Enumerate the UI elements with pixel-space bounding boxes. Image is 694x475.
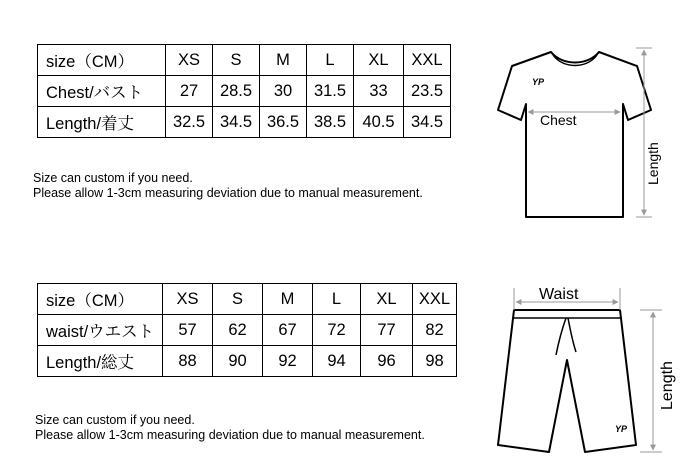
table-cell: 38.5 (307, 107, 354, 138)
header-cell: size（CM） (38, 45, 166, 76)
note-line: Size can custom if you need. (35, 413, 195, 427)
table-cell: 62 (213, 315, 263, 346)
note-line: Please allow 1-3cm measuring deviation due to manual measurement. (35, 428, 425, 442)
shorts-length-label: Length (659, 361, 676, 410)
shorts-diagram (498, 286, 676, 452)
logo-icon: YP (615, 424, 628, 434)
table-cell: 77 (361, 315, 413, 346)
logo-icon: YP (532, 77, 545, 87)
table-cell: 94 (313, 346, 361, 377)
header-cell: L (307, 45, 354, 76)
header-cell: XXL (413, 284, 457, 315)
table-cell: 23.5 (404, 76, 451, 107)
note-line: Please allow 1-3cm measuring deviation due to manual measurement. (33, 186, 423, 200)
shirt-length-label: Length (645, 142, 661, 185)
table-cell: 88 (163, 346, 213, 377)
header-cell: XL (361, 284, 413, 315)
table-cell: 36.5 (260, 107, 307, 138)
table-cell: 32.5 (166, 107, 213, 138)
waist-label: Waist (539, 286, 579, 303)
table-cell: 82 (413, 315, 457, 346)
table-cell: 98 (413, 346, 457, 377)
table-cell: 27 (166, 76, 213, 107)
header-cell: XL (354, 45, 404, 76)
table-cell: 67 (263, 315, 313, 346)
table-cell: 28.5 (213, 76, 260, 107)
table-cell: 72 (313, 315, 361, 346)
table-cell: 57 (163, 315, 213, 346)
table-cell: 30 (260, 76, 307, 107)
header-cell: size（CM） (38, 284, 163, 315)
row-label: Length/着丈 (38, 107, 166, 138)
header-cell: M (263, 284, 313, 315)
header-cell: XS (163, 284, 213, 315)
header-cell: M (260, 45, 307, 76)
row-label: waist/ウエスト (38, 315, 163, 346)
table-cell: 92 (263, 346, 313, 377)
row-label: Length/総丈 (38, 346, 163, 377)
header-cell: L (313, 284, 361, 315)
table-cell: 90 (213, 346, 263, 377)
row-label: Chest/バスト (38, 76, 166, 107)
table-cell: 34.5 (404, 107, 451, 138)
table-cell: 96 (361, 346, 413, 377)
chest-label: Chest (540, 112, 577, 128)
table-cell: 33 (354, 76, 404, 107)
header-cell: S (213, 284, 263, 315)
header-cell: XS (166, 45, 213, 76)
tshirt-diagram (498, 48, 661, 217)
table-cell: 31.5 (307, 76, 354, 107)
tshirt-outline (498, 52, 651, 217)
table-cell: 40.5 (354, 107, 404, 138)
header-cell: S (213, 45, 260, 76)
note-line: Size can custom if you need. (33, 171, 193, 185)
header-cell: XXL (404, 45, 451, 76)
table-cell: 34.5 (213, 107, 260, 138)
